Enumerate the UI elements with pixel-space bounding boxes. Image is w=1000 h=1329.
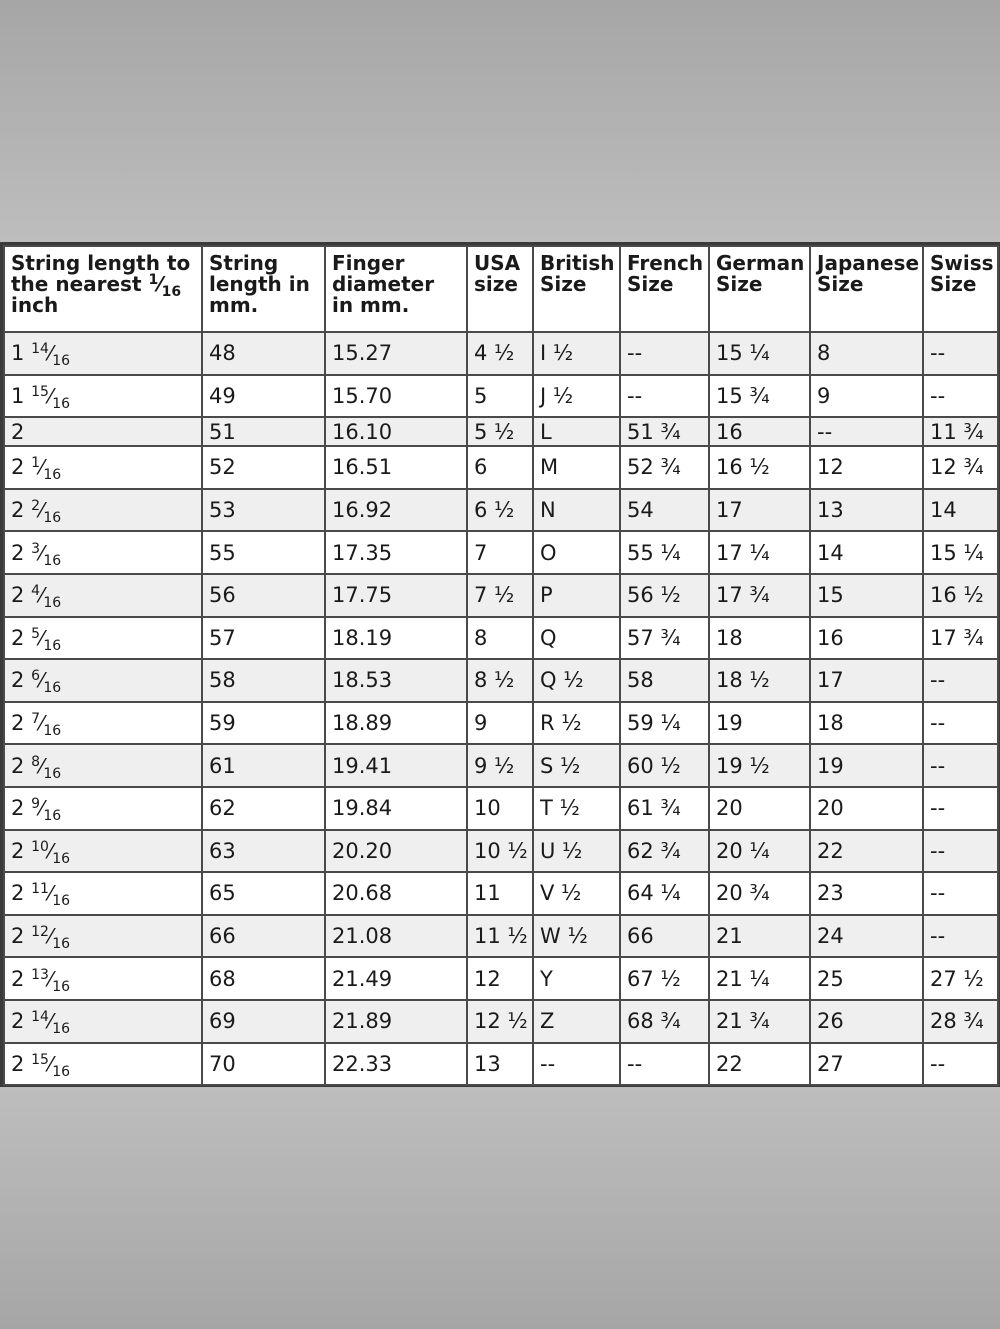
fraction-value — [11, 498, 62, 527]
table-row — [4, 659, 998, 702]
fraction-denominator: 16 — [52, 978, 71, 995]
column-header — [923, 246, 998, 332]
fraction-slash: ⁄ — [39, 455, 44, 480]
fraction-slash: ⁄ — [39, 498, 44, 523]
cell-japanese: 13 — [810, 489, 923, 532]
fraction-value — [11, 540, 62, 569]
fraction-whole: 2 — [11, 455, 25, 480]
column-header — [620, 246, 709, 332]
cell-british: J ½ — [533, 375, 620, 418]
cell-french: 61 ¾ — [620, 787, 709, 830]
fraction-denominator: 16 — [43, 510, 62, 527]
cell-diameter: 18.89 — [325, 702, 467, 745]
table-body — [4, 332, 998, 1085]
column-header — [4, 246, 202, 332]
cell-french: -- — [620, 375, 709, 418]
column-header-label: USA size — [474, 251, 521, 296]
cell-string-length-inch — [4, 531, 202, 574]
fraction-numerator: 11 — [31, 881, 49, 898]
cell-mm: 56 — [202, 574, 325, 617]
cell-german: 18 — [709, 617, 810, 660]
cell-string-length-inch — [4, 574, 202, 617]
cell-japanese: 19 — [810, 744, 923, 787]
cell-mm: 53 — [202, 489, 325, 532]
cell-string-length-inch — [4, 957, 202, 1000]
cell-usa: 9 — [467, 702, 533, 745]
fraction-denominator: 16 — [52, 1063, 71, 1080]
cell-mm: 52 — [202, 446, 325, 489]
cell-mm: 68 — [202, 957, 325, 1000]
cell-french: 52 ¾ — [620, 446, 709, 489]
cell-german: 19 ½ — [709, 744, 810, 787]
cell-french: 55 ¼ — [620, 531, 709, 574]
column-header-suffix: inch — [11, 293, 59, 317]
cell-usa: 11 ½ — [467, 915, 533, 958]
fraction-numerator: 3 — [31, 540, 40, 557]
cell-german: 15 ¼ — [709, 332, 810, 375]
cell-mm: 65 — [202, 872, 325, 915]
cell-string-length-inch — [4, 702, 202, 745]
cell-german: 20 — [709, 787, 810, 830]
fraction-whole: 2 — [11, 924, 25, 949]
cell-german: 21 ¼ — [709, 957, 810, 1000]
cell-swiss: -- — [923, 787, 998, 830]
fraction-denominator: 16 — [43, 808, 62, 825]
cell-swiss: -- — [923, 702, 998, 745]
cell-mm: 48 — [202, 332, 325, 375]
fraction-whole: 2 — [11, 1009, 25, 1034]
fraction-numerator: 10 — [31, 838, 49, 855]
fraction-whole: 2 — [11, 838, 25, 863]
cell-french: 59 ¼ — [620, 702, 709, 745]
cell-string-length-inch — [4, 915, 202, 958]
cell-usa: 9 ½ — [467, 744, 533, 787]
fraction-numerator: 7 — [31, 711, 40, 728]
cell-french: 66 — [620, 915, 709, 958]
cell-swiss: -- — [923, 915, 998, 958]
table-row — [4, 375, 998, 418]
cell-japanese: -- — [810, 417, 923, 446]
fraction-whole: 2 — [11, 711, 25, 736]
table-row — [4, 417, 998, 446]
cell-french: 57 ¾ — [620, 617, 709, 660]
cell-british: T ½ — [533, 787, 620, 830]
cell-swiss: -- — [923, 332, 998, 375]
fraction-numerator: 6 — [31, 668, 40, 685]
fraction-denominator: 16 — [43, 595, 62, 612]
column-header-label: Finger diameter in mm. — [332, 251, 435, 317]
cell-diameter: 21.08 — [325, 915, 467, 958]
fraction-value — [11, 838, 71, 867]
column-header-label: German Size — [716, 251, 805, 296]
fraction-slash: ⁄ — [39, 540, 44, 565]
cell-diameter: 17.75 — [325, 574, 467, 617]
cell-british: S ½ — [533, 744, 620, 787]
cell-usa: 5 ½ — [467, 417, 533, 446]
fraction-numerator: 1 — [31, 455, 40, 472]
cell-diameter: 20.20 — [325, 830, 467, 873]
fraction-denominator: 16 — [43, 637, 62, 654]
fraction-numerator: 4 — [31, 583, 40, 600]
fraction-denominator: 16 — [43, 680, 62, 697]
fraction-denominator: 16 — [43, 552, 62, 569]
cell-british: W ½ — [533, 915, 620, 958]
fraction-slash: ⁄ — [39, 668, 44, 693]
fraction-whole: 2 — [11, 668, 25, 693]
cell-french: 51 ¾ — [620, 417, 709, 446]
table-row — [4, 787, 998, 830]
cell-british: Z — [533, 1000, 620, 1043]
fraction-slash: ⁄ — [48, 1009, 53, 1034]
cell-string-length-inch — [4, 446, 202, 489]
table-row — [4, 702, 998, 745]
fraction-value — [11, 796, 62, 825]
cell-string-length-inch — [4, 375, 202, 418]
cell-german: 18 ½ — [709, 659, 810, 702]
cell-string-length-inch — [4, 489, 202, 532]
cell-mm: 70 — [202, 1043, 325, 1086]
cell-british: I ½ — [533, 332, 620, 375]
cell-japanese: 9 — [810, 375, 923, 418]
cell-british: R ½ — [533, 702, 620, 745]
column-header — [709, 246, 810, 332]
cell-mm: 51 — [202, 417, 325, 446]
fraction-numerator: 14 — [31, 1009, 49, 1026]
cell-usa: 7 ½ — [467, 574, 533, 617]
cell-diameter: 21.49 — [325, 957, 467, 1000]
cell-string-length-inch — [4, 1043, 202, 1086]
table-row — [4, 489, 998, 532]
fraction-value — [11, 881, 71, 910]
cell-japanese: 8 — [810, 332, 923, 375]
cell-japanese: 20 — [810, 787, 923, 830]
cell-string-length-inch — [4, 659, 202, 702]
fraction-slash: ⁄ — [48, 341, 53, 366]
column-header-label: British Size — [540, 251, 615, 296]
cell-german: 17 ¼ — [709, 531, 810, 574]
fraction-denominator: 16 — [52, 893, 71, 910]
cell-british: Q — [533, 617, 620, 660]
cell-usa: 4 ½ — [467, 332, 533, 375]
fraction-numerator: 12 — [31, 924, 49, 941]
cell-diameter: 17.35 — [325, 531, 467, 574]
fraction-whole: 1 — [11, 341, 25, 366]
cell-japanese: 12 — [810, 446, 923, 489]
cell-mm: 55 — [202, 531, 325, 574]
fraction-numerator: 13 — [31, 966, 49, 983]
cell-french: 58 — [620, 659, 709, 702]
cell-japanese: 22 — [810, 830, 923, 873]
cell-swiss: 15 ¼ — [923, 531, 998, 574]
cell-diameter: 21.89 — [325, 1000, 467, 1043]
fraction-slash: ⁄ — [48, 383, 53, 408]
fraction-value — [11, 1051, 71, 1080]
cell-german: 16 ½ — [709, 446, 810, 489]
fraction-value — [11, 966, 71, 995]
cell-swiss: 11 ¾ — [923, 417, 998, 446]
cell-german: 17 — [709, 489, 810, 532]
fraction-denominator: 16 — [52, 395, 71, 412]
fraction-slash: ⁄ — [39, 625, 44, 650]
table-row — [4, 1000, 998, 1043]
cell-diameter: 18.19 — [325, 617, 467, 660]
cell-british: U ½ — [533, 830, 620, 873]
fraction-value — [11, 1009, 71, 1038]
column-header — [325, 246, 467, 332]
cell-string-length-inch — [4, 872, 202, 915]
cell-diameter: 15.70 — [325, 375, 467, 418]
cell-string-length-inch — [4, 617, 202, 660]
column-header-label: Swiss Size — [930, 251, 994, 296]
cell-diameter: 16.10 — [325, 417, 467, 446]
table-row — [4, 744, 998, 787]
table-row — [4, 1043, 998, 1086]
cell-swiss: -- — [923, 744, 998, 787]
cell-swiss: -- — [923, 872, 998, 915]
table-row — [4, 574, 998, 617]
cell-japanese: 18 — [810, 702, 923, 745]
cell-french: 60 ½ — [620, 744, 709, 787]
cell-diameter: 16.51 — [325, 446, 467, 489]
cell-german: 21 — [709, 915, 810, 958]
cell-british: P — [533, 574, 620, 617]
cell-german: 20 ¾ — [709, 872, 810, 915]
cell-swiss: 28 ¾ — [923, 1000, 998, 1043]
fraction-value — [11, 583, 62, 612]
fraction-numerator: 15 — [31, 383, 49, 400]
cell-swiss: 27 ½ — [923, 957, 998, 1000]
cell-diameter: 15.27 — [325, 332, 467, 375]
column-header — [533, 246, 620, 332]
fraction-whole: 2 — [11, 796, 25, 821]
fraction-denominator: 16 — [52, 1021, 71, 1038]
table-row — [4, 617, 998, 660]
cell-british: L — [533, 417, 620, 446]
cell-japanese: 16 — [810, 617, 923, 660]
cell-german: 16 — [709, 417, 810, 446]
fraction-slash: ⁄ — [39, 583, 44, 608]
cell-usa: 6 — [467, 446, 533, 489]
fraction-slash: ⁄ — [48, 924, 53, 949]
fraction-numerator: 2 — [31, 498, 40, 515]
column-header-label: Japanese Size — [817, 251, 920, 296]
cell-british: V ½ — [533, 872, 620, 915]
cell-french: -- — [620, 1043, 709, 1086]
column-header-label: String length in mm. — [209, 251, 310, 317]
cell-japanese: 14 — [810, 531, 923, 574]
column-header — [202, 246, 325, 332]
fraction-whole: 2 — [11, 753, 25, 778]
fraction-whole: 2 — [11, 1051, 25, 1076]
cell-diameter: 22.33 — [325, 1043, 467, 1086]
cell-swiss: 17 ¾ — [923, 617, 998, 660]
cell-british: Y — [533, 957, 620, 1000]
fraction-denominator: 16 — [43, 723, 62, 740]
cell-usa: 7 — [467, 531, 533, 574]
fraction-slash: ⁄ — [39, 753, 44, 778]
cell-swiss: -- — [923, 375, 998, 418]
fraction-whole: 1 — [11, 383, 25, 408]
cell-usa: 8 ½ — [467, 659, 533, 702]
cell-swiss: 12 ¾ — [923, 446, 998, 489]
fraction-numerator: 15 — [31, 1051, 49, 1068]
fraction-value — [11, 420, 24, 444]
fraction-numerator: 14 — [31, 341, 49, 358]
cell-french: 62 ¾ — [620, 830, 709, 873]
cell-mm: 69 — [202, 1000, 325, 1043]
column-header — [467, 246, 533, 332]
cell-french: 68 ¾ — [620, 1000, 709, 1043]
cell-british: N — [533, 489, 620, 532]
fraction-value — [11, 668, 62, 697]
cell-french: -- — [620, 332, 709, 375]
cell-japanese: 15 — [810, 574, 923, 617]
cell-usa: 5 — [467, 375, 533, 418]
fraction-whole: 2 — [11, 966, 25, 991]
fraction-denominator: 16 — [43, 765, 62, 782]
cell-japanese: 23 — [810, 872, 923, 915]
fraction-slash: ⁄ — [48, 838, 53, 863]
cell-mm: 63 — [202, 830, 325, 873]
cell-french: 56 ½ — [620, 574, 709, 617]
cell-german: 20 ¼ — [709, 830, 810, 873]
fraction-slash: ⁄ — [158, 272, 162, 296]
table-row — [4, 915, 998, 958]
fraction-numerator: 5 — [31, 625, 40, 642]
cell-german: 15 ¾ — [709, 375, 810, 418]
fraction-numerator: 1 — [148, 272, 159, 288]
cell-string-length-inch — [4, 787, 202, 830]
cell-french: 67 ½ — [620, 957, 709, 1000]
cell-diameter: 16.92 — [325, 489, 467, 532]
fraction-numerator: 9 — [31, 796, 40, 813]
fraction-value — [11, 341, 71, 370]
fraction-slash: ⁄ — [48, 966, 53, 991]
cell-usa: 12 — [467, 957, 533, 1000]
cell-usa: 12 ½ — [467, 1000, 533, 1043]
cell-diameter: 19.41 — [325, 744, 467, 787]
fraction-whole: 2 — [11, 540, 25, 565]
cell-mm: 57 — [202, 617, 325, 660]
cell-japanese: 25 — [810, 957, 923, 1000]
cell-german: 17 ¾ — [709, 574, 810, 617]
fraction-slash: ⁄ — [48, 1051, 53, 1076]
fraction-whole: 2 — [11, 881, 25, 906]
cell-japanese: 17 — [810, 659, 923, 702]
fraction-denominator: 16 — [52, 353, 71, 370]
cell-mm: 58 — [202, 659, 325, 702]
fraction-whole: 2 — [11, 583, 25, 608]
cell-usa: 11 — [467, 872, 533, 915]
table-row — [4, 830, 998, 873]
table-row — [4, 332, 998, 375]
column-header-label: String length to the nearest — [11, 251, 191, 296]
cell-string-length-inch — [4, 830, 202, 873]
cell-diameter: 18.53 — [325, 659, 467, 702]
cell-german: 22 — [709, 1043, 810, 1086]
header-row — [4, 246, 998, 332]
column-header — [810, 246, 923, 332]
fraction-value — [11, 625, 62, 654]
fraction-whole: 2 — [11, 625, 25, 650]
fraction-whole: 2 — [11, 498, 25, 523]
cell-diameter: 20.68 — [325, 872, 467, 915]
cell-string-length-inch — [4, 744, 202, 787]
cell-french: 64 ¼ — [620, 872, 709, 915]
fraction-value — [11, 455, 62, 484]
cell-swiss: 14 — [923, 489, 998, 532]
cell-swiss: -- — [923, 830, 998, 873]
column-header-label: French Size — [627, 251, 704, 296]
cell-japanese: 24 — [810, 915, 923, 958]
table-row — [4, 957, 998, 1000]
cell-string-length-inch — [4, 417, 202, 446]
fraction-value — [11, 383, 71, 412]
fraction-value — [11, 753, 62, 782]
fraction-whole: 2 — [11, 419, 25, 444]
table-row — [4, 872, 998, 915]
table-row — [4, 531, 998, 574]
cell-british: M — [533, 446, 620, 489]
cell-diameter: 19.84 — [325, 787, 467, 830]
fraction-denominator: 16 — [52, 850, 71, 867]
cell-mm: 66 — [202, 915, 325, 958]
cell-british: -- — [533, 1043, 620, 1086]
fraction-denominator: 16 — [161, 284, 182, 300]
cell-usa: 6 ½ — [467, 489, 533, 532]
cell-british: O — [533, 531, 620, 574]
cell-usa: 10 — [467, 787, 533, 830]
cell-usa: 8 — [467, 617, 533, 660]
cell-mm: 49 — [202, 375, 325, 418]
cell-british: Q ½ — [533, 659, 620, 702]
cell-usa: 10 ½ — [467, 830, 533, 873]
fraction-denominator: 16 — [43, 467, 62, 484]
cell-japanese: 27 — [810, 1043, 923, 1086]
cell-usa: 13 — [467, 1043, 533, 1086]
cell-swiss: -- — [923, 1043, 998, 1086]
fraction-slash: ⁄ — [39, 711, 44, 736]
cell-german: 21 ¾ — [709, 1000, 810, 1043]
fraction-slash: ⁄ — [39, 796, 44, 821]
ring-size-table — [3, 245, 999, 1086]
cell-string-length-inch — [4, 332, 202, 375]
fraction-denominator: 16 — [52, 936, 71, 953]
cell-mm: 62 — [202, 787, 325, 830]
cell-mm: 59 — [202, 702, 325, 745]
fraction-value — [11, 924, 71, 953]
cell-string-length-inch — [4, 1000, 202, 1043]
cell-french: 54 — [620, 489, 709, 532]
fraction-numerator: 8 — [31, 753, 40, 770]
cell-japanese: 26 — [810, 1000, 923, 1043]
table-row — [4, 446, 998, 489]
cell-swiss: -- — [923, 659, 998, 702]
cell-mm: 61 — [202, 744, 325, 787]
cell-swiss: 16 ½ — [923, 574, 998, 617]
ring-size-chart — [0, 242, 1000, 1087]
fraction-value — [11, 711, 62, 740]
fraction-value — [148, 272, 182, 300]
cell-german: 19 — [709, 702, 810, 745]
fraction-slash: ⁄ — [48, 881, 53, 906]
